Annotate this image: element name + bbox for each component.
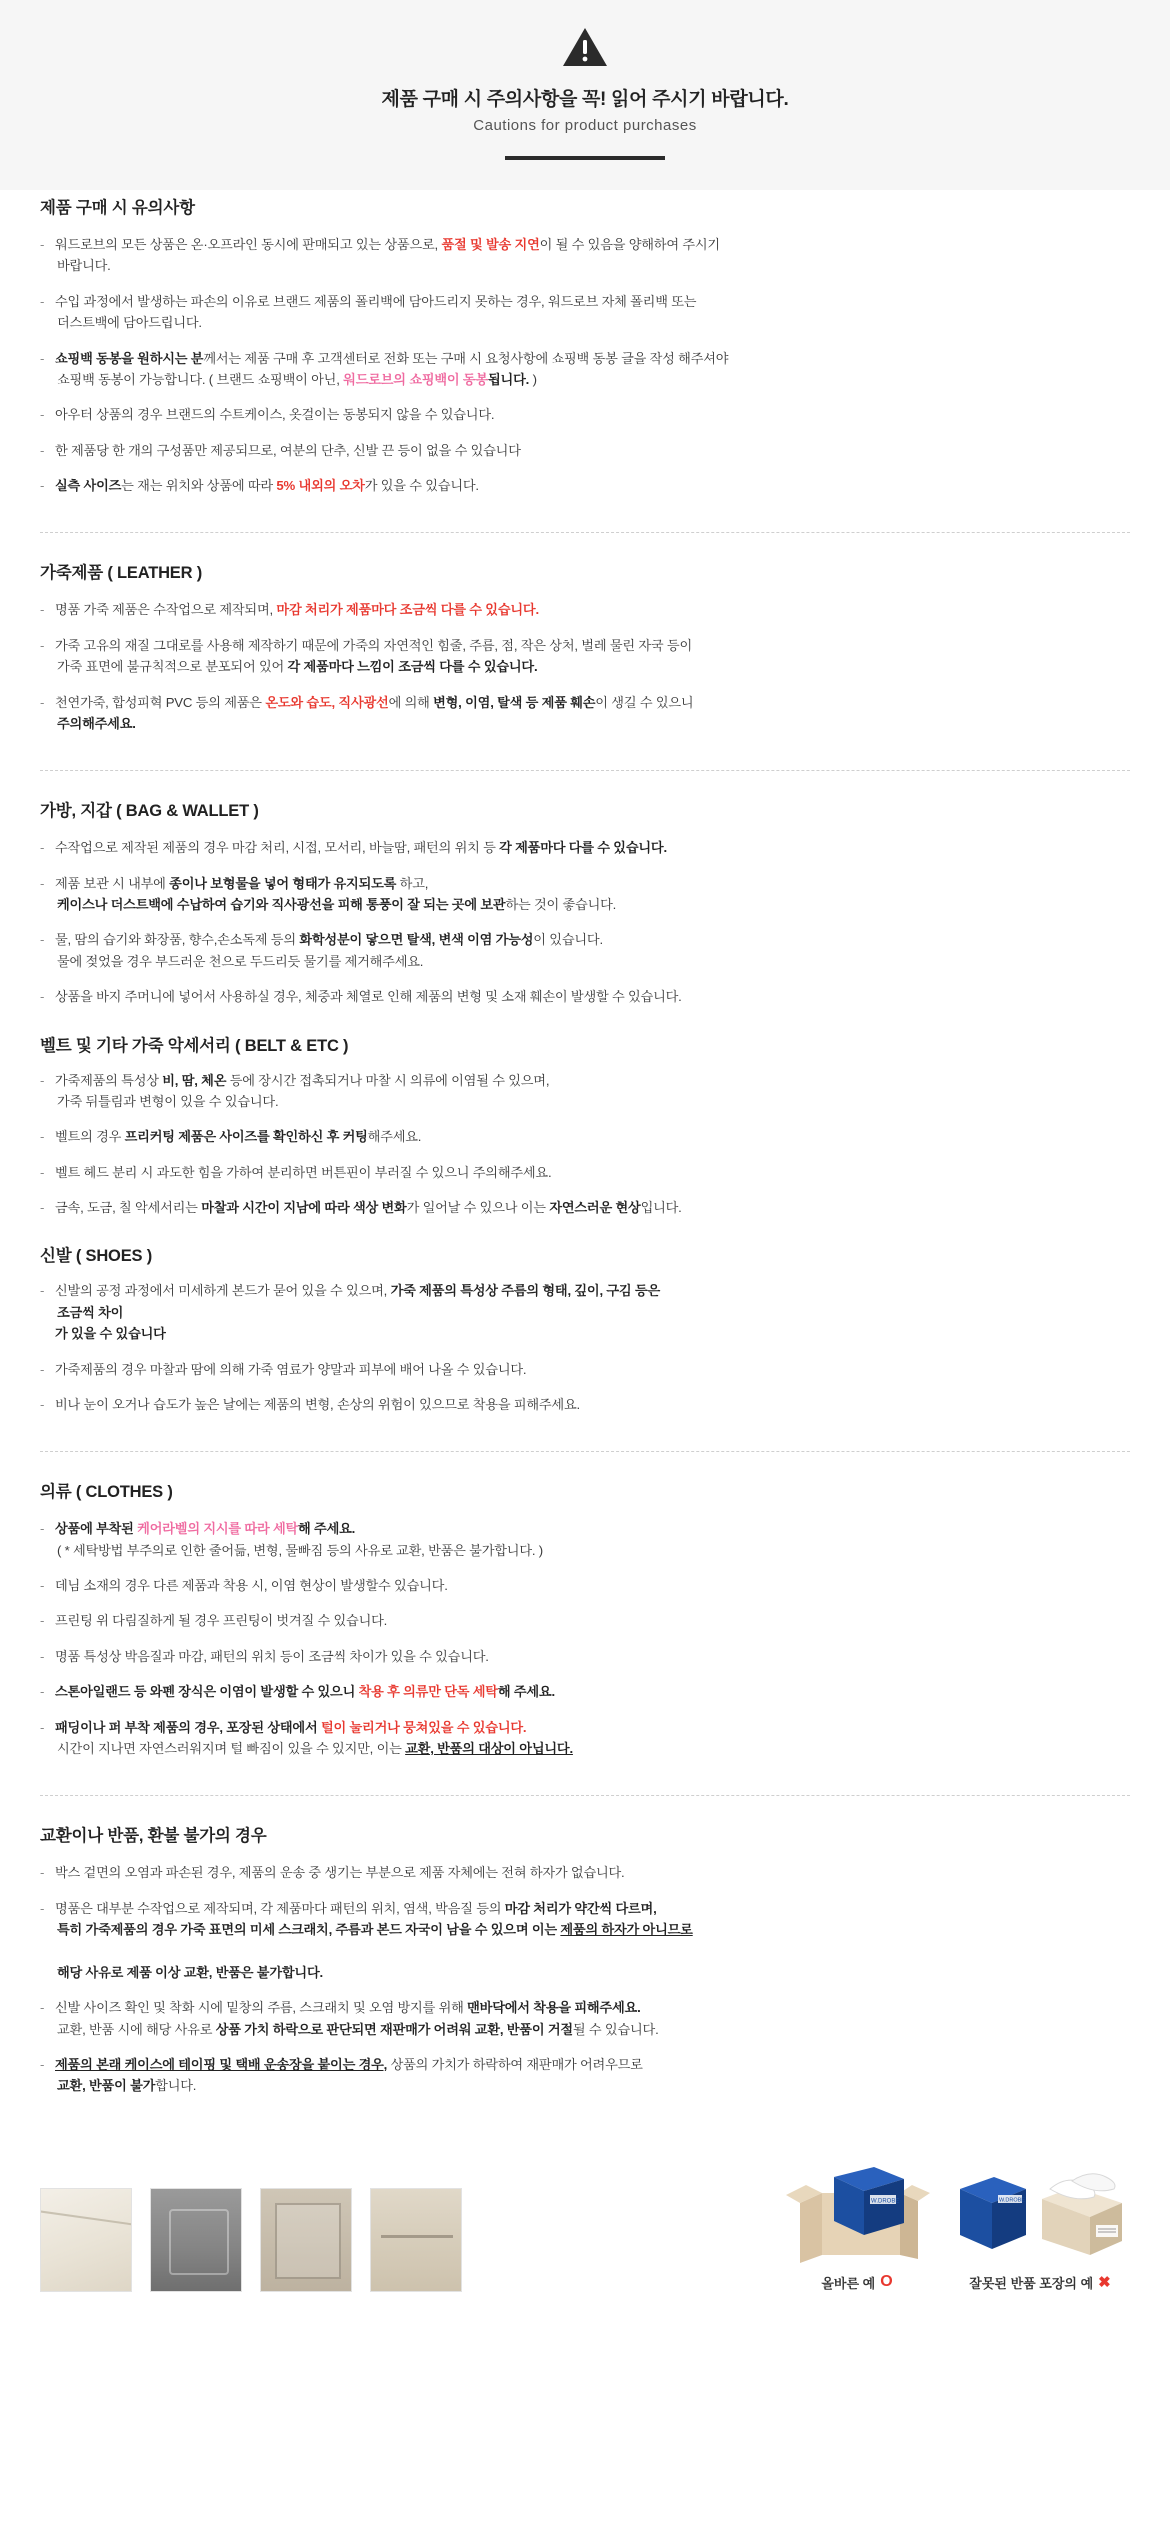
page-title: 제품 구매 시 주의사항을 꼭! 읽어 주시기 바랍니다.: [381, 89, 789, 110]
list-item: - 제품의 본래 케이스에 테이핑 및 택배 운송장을 붙이는 경우, 상품의 가치가 하락하여 재판매가 어려우므로 교환, 반품이 불가합니다.: [40, 2054, 1130, 2097]
svg-text:W.DROBE: W.DROBE: [871, 2198, 900, 2205]
list-item: - 실측 사이즈는 재는 위치와 상품에 따라 5% 내외의 오차가 있을 수 있습니다.: [40, 475, 1130, 496]
list-item: - 프린팅 위 다림질하게 될 경우 프린팅이 벗겨질 수 있습니다.: [40, 1610, 1130, 1631]
bottom-spacer: [0, 2302, 1170, 2330]
section-purchase-notice: [40, 190, 1130, 532]
list-item: - 한 제품당 한 개의 구성품만 제공되므로, 여분의 단추, 신발 끈 등이 없을 수 있습니다: [40, 440, 1130, 461]
list-item: - 명품은 대부분 수작업으로 제작되며, 각 제품마다 패턴의 위치, 염색, 박음질 등의 마감 처리가 약간씩 다르며, 특히 가죽제품의 경우 가죽 표면의 미세 스크래치, 주름과 본드 자국이 남을 수 있으며 이는 제품의 하자가 아니므로 해당 사유로 제품 이상 교환, 반품은 불가합니다.: [40, 1898, 1130, 1984]
clothes-list: [40, 1518, 1130, 1759]
list-item: - 데님 소재의 경우 다른 제품과 착용 시, 이염 현상이 발생할수 있습니다.: [40, 1575, 1130, 1596]
list-item: - 가죽제품의 특성상 비, 땀, 체온 등에 장시간 접촉되거나 마찰 시 의류에 이염될 수 있으며, 가죽 뒤틀림과 변형이 있을 수 있습니다.: [40, 1070, 1130, 1113]
cross-mark-icon: ✖: [1098, 2274, 1111, 2292]
warning-triangle-icon: [562, 26, 608, 68]
svg-text:W.DROBE: W.DROBE: [999, 2197, 1025, 2204]
section-title: 교환이나 반품, 환불 불가의 경우: [40, 1827, 267, 1846]
section-title: 제품 구매 시 유의사항: [40, 199, 195, 217]
notice-list: [40, 234, 1130, 496]
subsection-title-belt: 벨트 및 기타 가죽 악세서리 ( BELT & ETC ): [40, 1036, 349, 1055]
list-item: - 벨트 헤드 분리 시 과도한 힘을 가하여 분리하면 버튼핀이 부러질 수 있으니 주의해주세요.: [40, 1162, 1130, 1183]
list-item: - 워드로브의 모든 상품은 온·오프라인 동시에 판매되고 있는 상품으로, 품절 및 발송 지연이 될 수 있음을 양해하여 주시기 바랍니다.: [40, 234, 1130, 277]
section-title: 가방, 지갑 ( BAG & WALLET ): [40, 802, 259, 821]
leather-list: [40, 599, 1130, 734]
list-item: - 천연가죽, 합성피혁 PVC 등의 제품은 온도와 습도, 직사광선에 의해 변형, 이염, 탈색 등 제품 훼손이 생길 수 있으니 주의해주세요.: [40, 692, 1130, 735]
bag-list: [40, 837, 1130, 1007]
page-subtitle: Cautions for product purchases: [473, 117, 697, 134]
belt-list: [40, 1070, 1130, 1219]
shoes-list: [40, 1280, 1130, 1415]
photo-scuffed-case: [40, 2188, 132, 2292]
example-image-strip: [0, 2133, 1170, 2302]
page-header: [0, 0, 1170, 190]
section-title: 가죽제품 ( LEATHER ): [40, 564, 202, 583]
list-item: - 아우터 상품의 경우 브랜드의 수트케이스, 옷걸이는 동봉되지 않을 수 있습니다.: [40, 404, 1130, 425]
section-leather: [40, 532, 1130, 770]
list-item: - 수작업으로 제작된 제품의 경우 마감 처리, 시접, 모서리, 바늘땀, 패턴의 위치 등 각 제품마다 다를 수 있습니다.: [40, 837, 1130, 858]
bad-example-label: 잘못된 반품 포장의 예: [969, 2275, 1094, 2291]
bad-box-illustration: [950, 2159, 1130, 2263]
list-item: - 쇼핑백 동봉을 원하시는 분께서는 제품 구매 후 고객센터로 전화 또는 구매 시 요청사항에 쇼핑백 동봉 글을 작성 해주셔야 쇼핑백 동봉이 가능합니다. ( 브랜드 쇼핑백이 아닌, 워드로브의 쇼핑백이 동봉됩니다. ): [40, 348, 1130, 391]
list-item: - 벨트의 경우 프리커팅 제품은 사이즈를 확인하신 후 커팅해주세요.: [40, 1126, 1130, 1147]
good-example-block: [782, 2159, 932, 2292]
list-item: - 상품에 부착된 케어라벨의 지시를 따라 세탁해 주세요. ( * 세탁방법 부주의로 인한 줄어듦, 변형, 물빠짐 등의 사유로 교환, 반품은 불가합니다. ): [40, 1518, 1130, 1561]
bad-example-caption: [969, 2273, 1110, 2292]
bad-example-block: [950, 2159, 1130, 2292]
list-item: - 상품을 바지 주머니에 넣어서 사용하실 경우, 체중과 체열로 인해 제품의 변형 및 소재 훼손이 발생할 수 있습니다.: [40, 986, 1130, 1007]
good-example-caption: [821, 2273, 892, 2292]
list-item: - 가죽제품의 경우 마찰과 땀에 의해 가죽 염료가 양말과 피부에 배어 나올 수 있습니다.: [40, 1359, 1130, 1380]
list-item: - 패딩이나 퍼 부착 제품의 경우, 포장된 상태에서 털이 눌리거나 뭉쳐있을 수 있습니다. 시간이 지나면 자연스러워지며 털 빠짐이 있을 수 있지만, 이는 교환, 반품의 대상이 아닙니다.: [40, 1717, 1130, 1760]
photo-gray-case: [150, 2188, 242, 2292]
list-item: - 박스 겉면의 오염과 파손된 경우, 제품의 운송 중 생기는 부분으로 제품 자체에는 전혀 하자가 없습니다.: [40, 1862, 1130, 1883]
cautions-content: [0, 190, 1170, 2133]
good-box-illustration: [782, 2159, 932, 2263]
list-item: - 제품 보관 시 내부에 종이나 보형물을 넣어 형태가 유지되도록 하고, 케이스나 더스트백에 수납하여 습기와 직사광선을 피해 통풍이 잘 되는 곳에 보관하는 것이 좋습니다.: [40, 873, 1130, 916]
list-item: - 스톤아일랜드 등 와펜 장식은 이염이 발생할 수 있으니 착용 후 의류만 단독 세탁해 주세요.: [40, 1681, 1130, 1702]
list-item: - 명품 특성상 박음질과 마감, 패턴의 위치 등이 조금씩 차이가 있을 수 있습니다.: [40, 1646, 1130, 1667]
section-clothes: [40, 1451, 1130, 1795]
list-item: - 금속, 도금, 칠 악세서리는 마찰과 시간이 지남에 따라 색상 변화가 일어날 수 있으나 이는 자연스러운 현상입니다.: [40, 1197, 1130, 1218]
list-item: - 명품 가죽 제품은 수작업으로 제작되며, 마감 처리가 제품마다 조금씩 다를 수 있습니다.: [40, 599, 1130, 620]
list-item: - 수입 과정에서 발생하는 파손의 이유로 브랜드 제품의 폴리백에 담아드리지 못하는 경우, 워드로브 자체 폴리백 또는 더스트백에 담아드립니다.: [40, 291, 1130, 334]
title-divider: [505, 156, 665, 160]
good-example-label: 올바른 예: [821, 2275, 876, 2291]
list-item: - 신발의 공정 과정에서 미세하게 본드가 묻어 있을 수 있으며, 가죽 제품의 특성상 주름의 형태, 깊이, 구김 등은 조금씩 차이 가 있을 수 있습니다: [40, 1280, 1130, 1344]
circle-mark-icon: O: [880, 2273, 893, 2291]
list-item: - 가죽 고유의 재질 그대로를 사용해 제작하기 때문에 가죽의 자연적인 힘줄, 주름, 점, 작은 상처, 벌레 물린 자국 등이 가죽 표면에 불규칙적으로 분포되어 있어 각 제품마다 느낌이 조금씩 다를 수 있습니다.: [40, 635, 1130, 678]
subsection-title-shoes: 신발 ( SHOES ): [40, 1247, 152, 1266]
no-refund-list: [40, 1862, 1130, 2096]
section-no-refund: [40, 1795, 1130, 2132]
section-title: 의류 ( CLOTHES ): [40, 1483, 173, 1502]
section-bag-wallet: [40, 770, 1130, 1451]
photo-damaged-box: [260, 2188, 352, 2292]
list-item: - 신발 사이즈 확인 및 착화 시에 밑창의 주름, 스크래치 및 오염 방지를 위해 맨바닥에서 착용을 피해주세요. 교환, 반품 시에 해당 사유로 상품 가치 하락으로 판단되면 재판매가 어려워 교환, 반품이 거절될 수 있습니다.: [40, 1997, 1130, 2040]
list-item: - 물, 땀의 습기와 화장품, 향수,손소독제 등의 화학성분이 닿으면 탈색, 변색 이염 가능성이 있습니다. 물에 젖었을 경우 부드러운 천으로 두드리듯 물기를 제거해주세요.: [40, 929, 1130, 972]
photo-taped-case: [370, 2188, 462, 2292]
list-item: - 비나 눈이 오거나 습도가 높은 날에는 제품의 변형, 손상의 위험이 있으므로 착용을 피해주세요.: [40, 1394, 1130, 1415]
